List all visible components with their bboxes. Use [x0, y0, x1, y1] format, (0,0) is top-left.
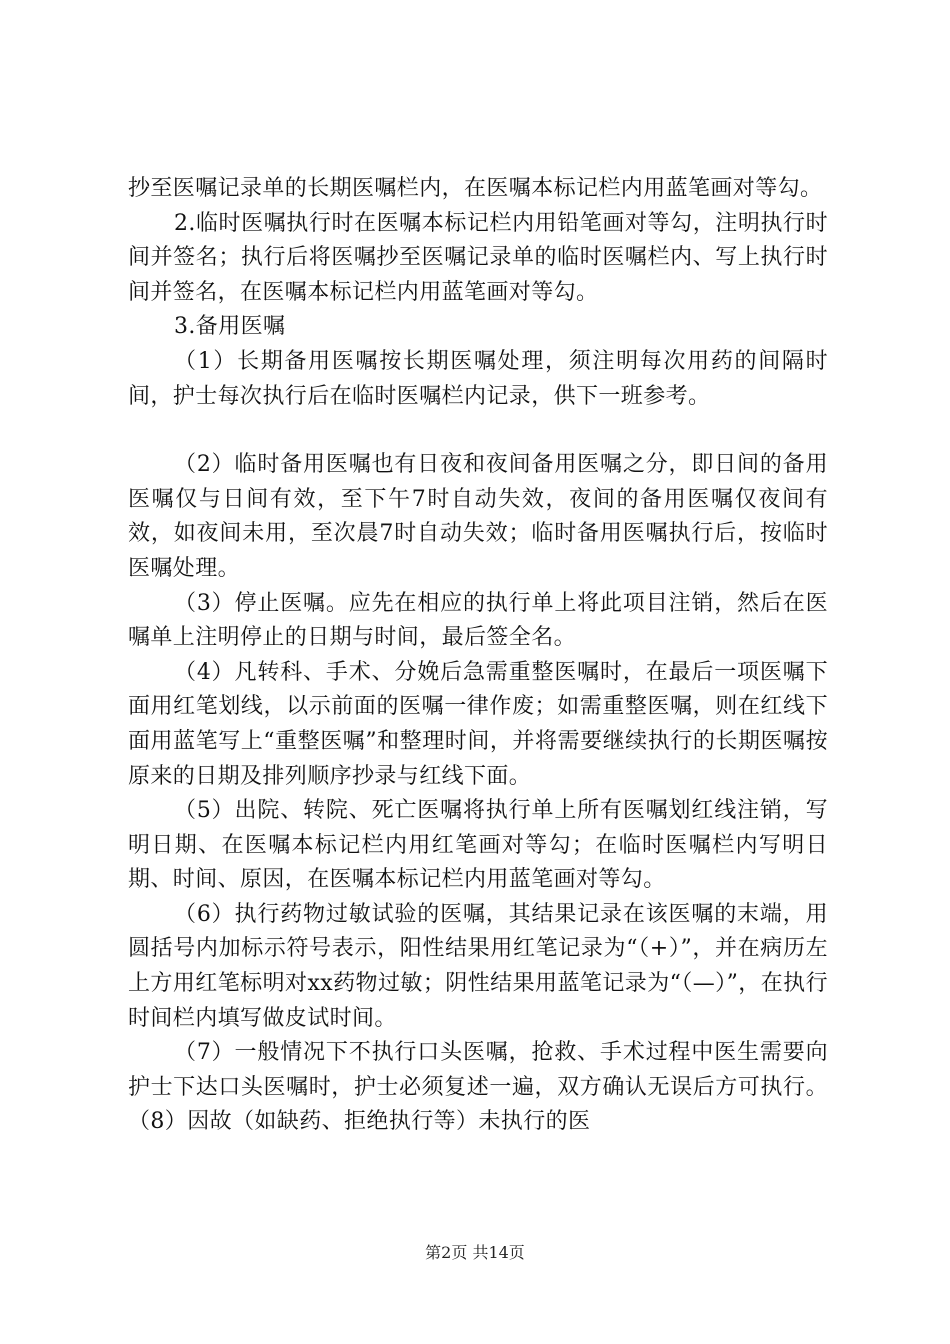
paragraph-temporary-orders: 2.临时医嘱执行时在医嘱本标记栏内用铅笔画对等勾，注明执行时间并签名；执行后将医嘱抄至医嘱记录单的临时医嘱栏内、写上执行时间并签名，在医嘱本标记栏内用蓝笔画对等勾。: [128, 210, 828, 305]
section-heading-standby-orders: 3.备用医嘱: [174, 314, 286, 340]
paragraph-item-3: （3）停止医嘱。应先在相应的执行单上将此项目注销，然后在医嘱单上注明停止的日期与时间，最后签全名。: [128, 590, 828, 651]
paragraph-item-2: （2）临时备用医嘱也有日夜和夜间备用医嘱之分，即日间的备用医嘱仅与日间有效，至下午7时自动失效，夜间的备用医嘱仅夜间有效，如夜间未用，至次晨7时自动失效；临时备用医嘱执行后，按临时医嘱处理。: [128, 452, 828, 581]
paragraph-continuation: 抄至医嘱记录单的长期医嘱栏内，在医嘱本标记栏内用蓝笔画对等勾。: [128, 176, 823, 201]
paragraph-item-7: （7）一般情况下不执行口头医嘱，抢救、手术过程中医生需要向护士下达口头医嘱时，护士必须复述一遍，双方确认无误后方可执行。（8）因故（如缺药、拒绝执行等）未执行的医: [128, 1040, 828, 1135]
document-body: [128, 172, 828, 1140]
paragraph-item-5: （5）出院、转院、死亡医嘱将执行单上所有医嘱划红线注销，写明日期、在医嘱本标记栏内用红笔画对等勾；在临时医嘱栏内写明日期、时间、原因，在医嘱本标记栏内用蓝笔画对等勾。: [128, 798, 828, 893]
paragraph-item-6: （6）执行药物过敏试验的医嘱，其结果记录在该医嘱的末端，用圆括号内加标示符号表示，阳性结果用红笔记录为“（+）”，并在病历左上方用红笔标明对xx药物过敏；阴性结果用蓝笔记录为“（—）”，在执行时间栏内填写做皮试时间。: [128, 901, 828, 1031]
page-footer: 第2页 共14页: [425, 1243, 525, 1262]
paragraph-item-1: （1）长期备用医嘱按长期医嘱处理，须注明每次用药的间隔时间，护士每次执行后在临时医嘱栏内记录，供下一班参考。: [128, 348, 828, 409]
paragraph-item-4: （4）凡转科、手术、分娩后急需重整医嘱时，在最后一项医嘱下面用红笔划线，以示前面的医嘱一律作废；如需重整医嘱，则在红线下面用蓝笔写上“重整医嘱”和整理时间，并将需要继续执行的长期医嘱按原来的日期及排列顺序抄录与红线下面。: [128, 659, 828, 789]
